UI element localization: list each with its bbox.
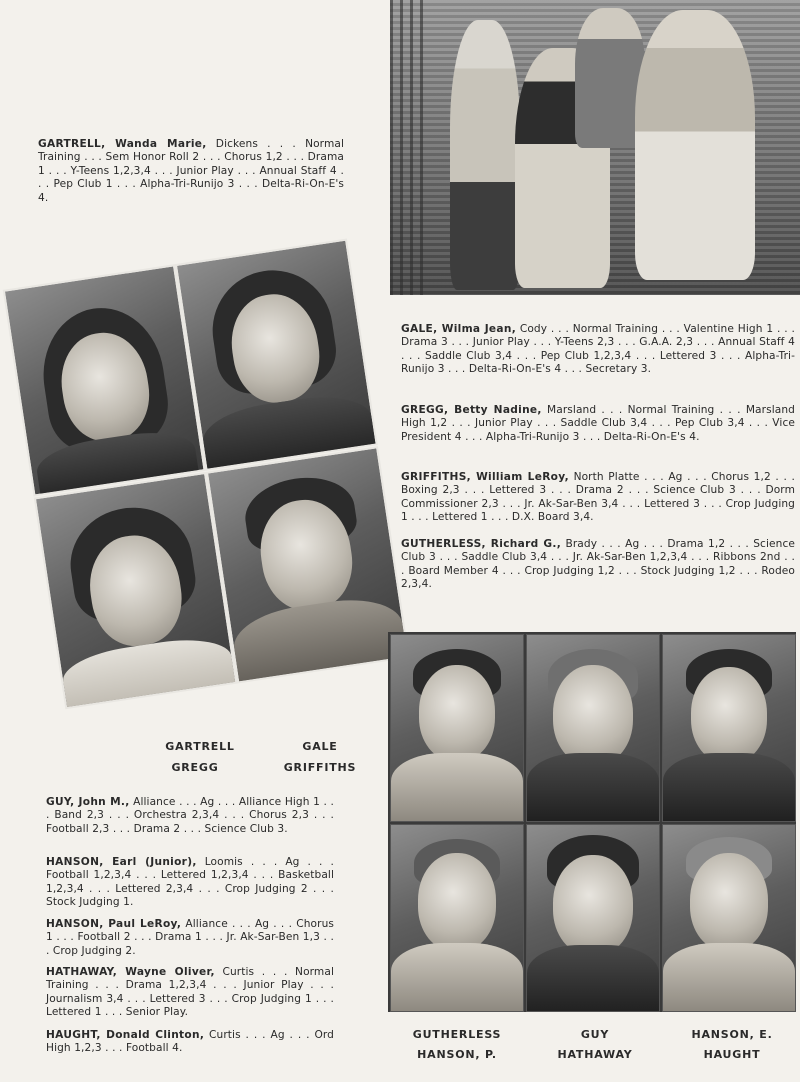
bio-name: GRIFFITHS, William LeRoy,	[401, 471, 569, 483]
stair-railing	[390, 0, 430, 295]
bio-text: Dickens . . . Normal Training . . . Sem Honor Roll 2 . . . Chorus 1,2 . . . Drama 1 . . . Y-Teens 1,2,3,4 . . . Junior Play . . . Annual Staff 4 . . . Pep Club 1 . . . Alpha-Tri-Runijo 3 . . . Delta-Ri-On-E's 4.	[38, 138, 344, 204]
portrait-shoulders	[60, 632, 237, 709]
caption-hanson-e: HANSON, E.	[691, 1028, 773, 1041]
portrait-gutherless	[390, 634, 524, 822]
staircase-group-photo	[390, 0, 800, 295]
bio-hanson-paul	[46, 918, 334, 958]
bio-griffiths	[401, 471, 795, 525]
bio-name: GREGG, Betty Nadine,	[401, 404, 542, 416]
portrait-hanson-p	[390, 824, 524, 1012]
portrait-gartrell	[3, 264, 206, 496]
bio-haught	[46, 1029, 334, 1056]
bio-text: Brady . . . Ag . . . Drama 1,2 . . . Science Club 3 . . . Saddle Club 3,4 . . . Jr. Ak-Sar-Ben 1,2,3,4 . . . Ribbons 2nd . . . Board Member 4 . . . Crop Judging 1,2 . . . Stock Judging 1,2 . . . Rodeo 2,3,4.	[401, 538, 796, 591]
bio-hanson-earl	[46, 856, 334, 910]
bio-gutherless	[401, 538, 795, 592]
bio-name: GUTHERLESS, Richard G.,	[401, 538, 562, 550]
rotated-portrait-grid	[3, 239, 408, 708]
bio-name: HATHAWAY, Wayne Oliver,	[46, 966, 215, 978]
bio-text: Alliance . . . Ag . . . Alliance High 1 . . . Band 2,3 . . . Orchestra 2,3,4 . . . Chorus 2,3 . . . Football 2,3 . . . Drama 2 . . . Science Club 3.	[46, 796, 334, 835]
bio-name: GARTRELL, Wanda Marie,	[38, 138, 207, 150]
portrait-shoulders	[391, 753, 523, 822]
bio-text: Curtis . . . Ag . . . Ord High 1,2,3 . . . Football 4.	[46, 1029, 334, 1055]
portrait-shoulders	[527, 753, 659, 822]
photo-figure	[450, 20, 520, 290]
portrait-shoulders	[230, 592, 410, 684]
photo-figure	[635, 10, 755, 280]
portrait-shoulders	[527, 945, 659, 1012]
bio-gregg	[401, 404, 795, 444]
bio-gartrell	[38, 138, 344, 205]
portrait-hathaway	[526, 824, 660, 1012]
portrait-shoulders	[663, 943, 795, 1012]
bio-text: Curtis . . . Normal Training . . . Drama 1,2,3,4 . . . Junior Play . . . Journalism 3,4 . . . Lettered 3 . . . Crop Judging 1 . . . Lettered 1 . . . Senior Play.	[46, 966, 334, 1019]
bio-text: Marsland . . . Normal Training . . . Marsland High 1,2 . . . Junior Play . . . Saddle Club 3,4 . . . Pep Club 3,4 . . . Vice President 4 . . . Alpha-Tri-Runijo 3 . . . Delta-Ri-On-E's 4.	[401, 404, 795, 443]
portrait-face	[419, 665, 495, 761]
bio-name: GUY, John M.,	[46, 796, 130, 808]
bio-name: HANSON, Paul LeRoy,	[46, 918, 182, 930]
caption-haught: HAUGHT	[703, 1048, 761, 1061]
bio-gale	[401, 323, 795, 377]
bio-text: Alliance . . . Ag . . . Chorus 1 . . . Football 2 . . . Drama 1 . . . Jr. Ak-Sar-Ben 1,3 . . . Crop Judging 2.	[46, 918, 335, 957]
portrait-face	[691, 667, 767, 763]
portrait-haught	[662, 824, 796, 1012]
portrait-gale	[175, 238, 378, 470]
bio-hathaway	[46, 966, 334, 1020]
portrait-face	[690, 853, 768, 951]
bio-text: Cody . . . Normal Training . . . Valentine High 1 . . . Drama 3 . . . Junior Play . . . Y-Teens 2,3 . . . G.A.A. 2,3 . . . Annual Staff 4 . . . Saddle Club 3,4 . . . Pep Club 1,2,3,4 . . . Lettered 3 . . . Alpha-Tri-Runijo 3 . . . Delta-Ri-On-E's 4 . . . Secretary 3.	[401, 323, 795, 376]
bio-name: HANSON, Earl (Junior),	[46, 856, 197, 868]
portrait-griffiths	[206, 446, 410, 683]
portrait-shoulders	[663, 753, 795, 822]
portrait-gregg	[34, 472, 238, 709]
portrait-face	[418, 853, 496, 951]
bio-name: HAUGHT, Donald Clinton,	[46, 1029, 205, 1041]
caption-guy: GUY	[580, 1028, 610, 1041]
bio-name: GALE, Wilma Jean,	[401, 323, 517, 335]
caption-griffiths: GRIFFITHS	[283, 761, 357, 774]
caption-hanson-p: HANSON, P.	[417, 1048, 497, 1061]
portrait-hanson-e	[662, 634, 796, 822]
caption-hathaway: HATHAWAY	[557, 1048, 633, 1061]
caption-gale: GALE	[302, 740, 338, 753]
caption-gregg: GREGG	[171, 761, 219, 774]
caption-gartrell: GARTRELL	[165, 740, 235, 753]
portrait-shoulders	[391, 943, 523, 1012]
bio-text: Loomis . . . Ag . . . Football 1,2,3,4 . . . Lettered 1,2,3,4 . . . Basketball 1,2,3,4 . . . Lettered 2,3,4 . . . Crop Judging 2 . . . Stock Judging 1.	[46, 856, 335, 909]
portrait-face	[553, 665, 633, 765]
bottom-portrait-grid	[388, 632, 796, 1012]
portrait-guy	[526, 634, 660, 822]
bio-guy	[46, 796, 334, 836]
caption-gutherless: GUTHERLESS	[412, 1028, 502, 1041]
portrait-face	[553, 855, 633, 955]
bio-text: North Platte . . . Ag . . . Chorus 1,2 . . . Boxing 2,3 . . . Lettered 3 . . . Drama 2 . . . Science Club 3 . . . Dorm Commissioner 2,3 . . . Jr. Ak-Sar-Ben 3,4 . . . Lettered 3 . . . Crop Judging 1 . . . Lettered 1 . . . D.X. Board 3,4.	[401, 471, 795, 524]
